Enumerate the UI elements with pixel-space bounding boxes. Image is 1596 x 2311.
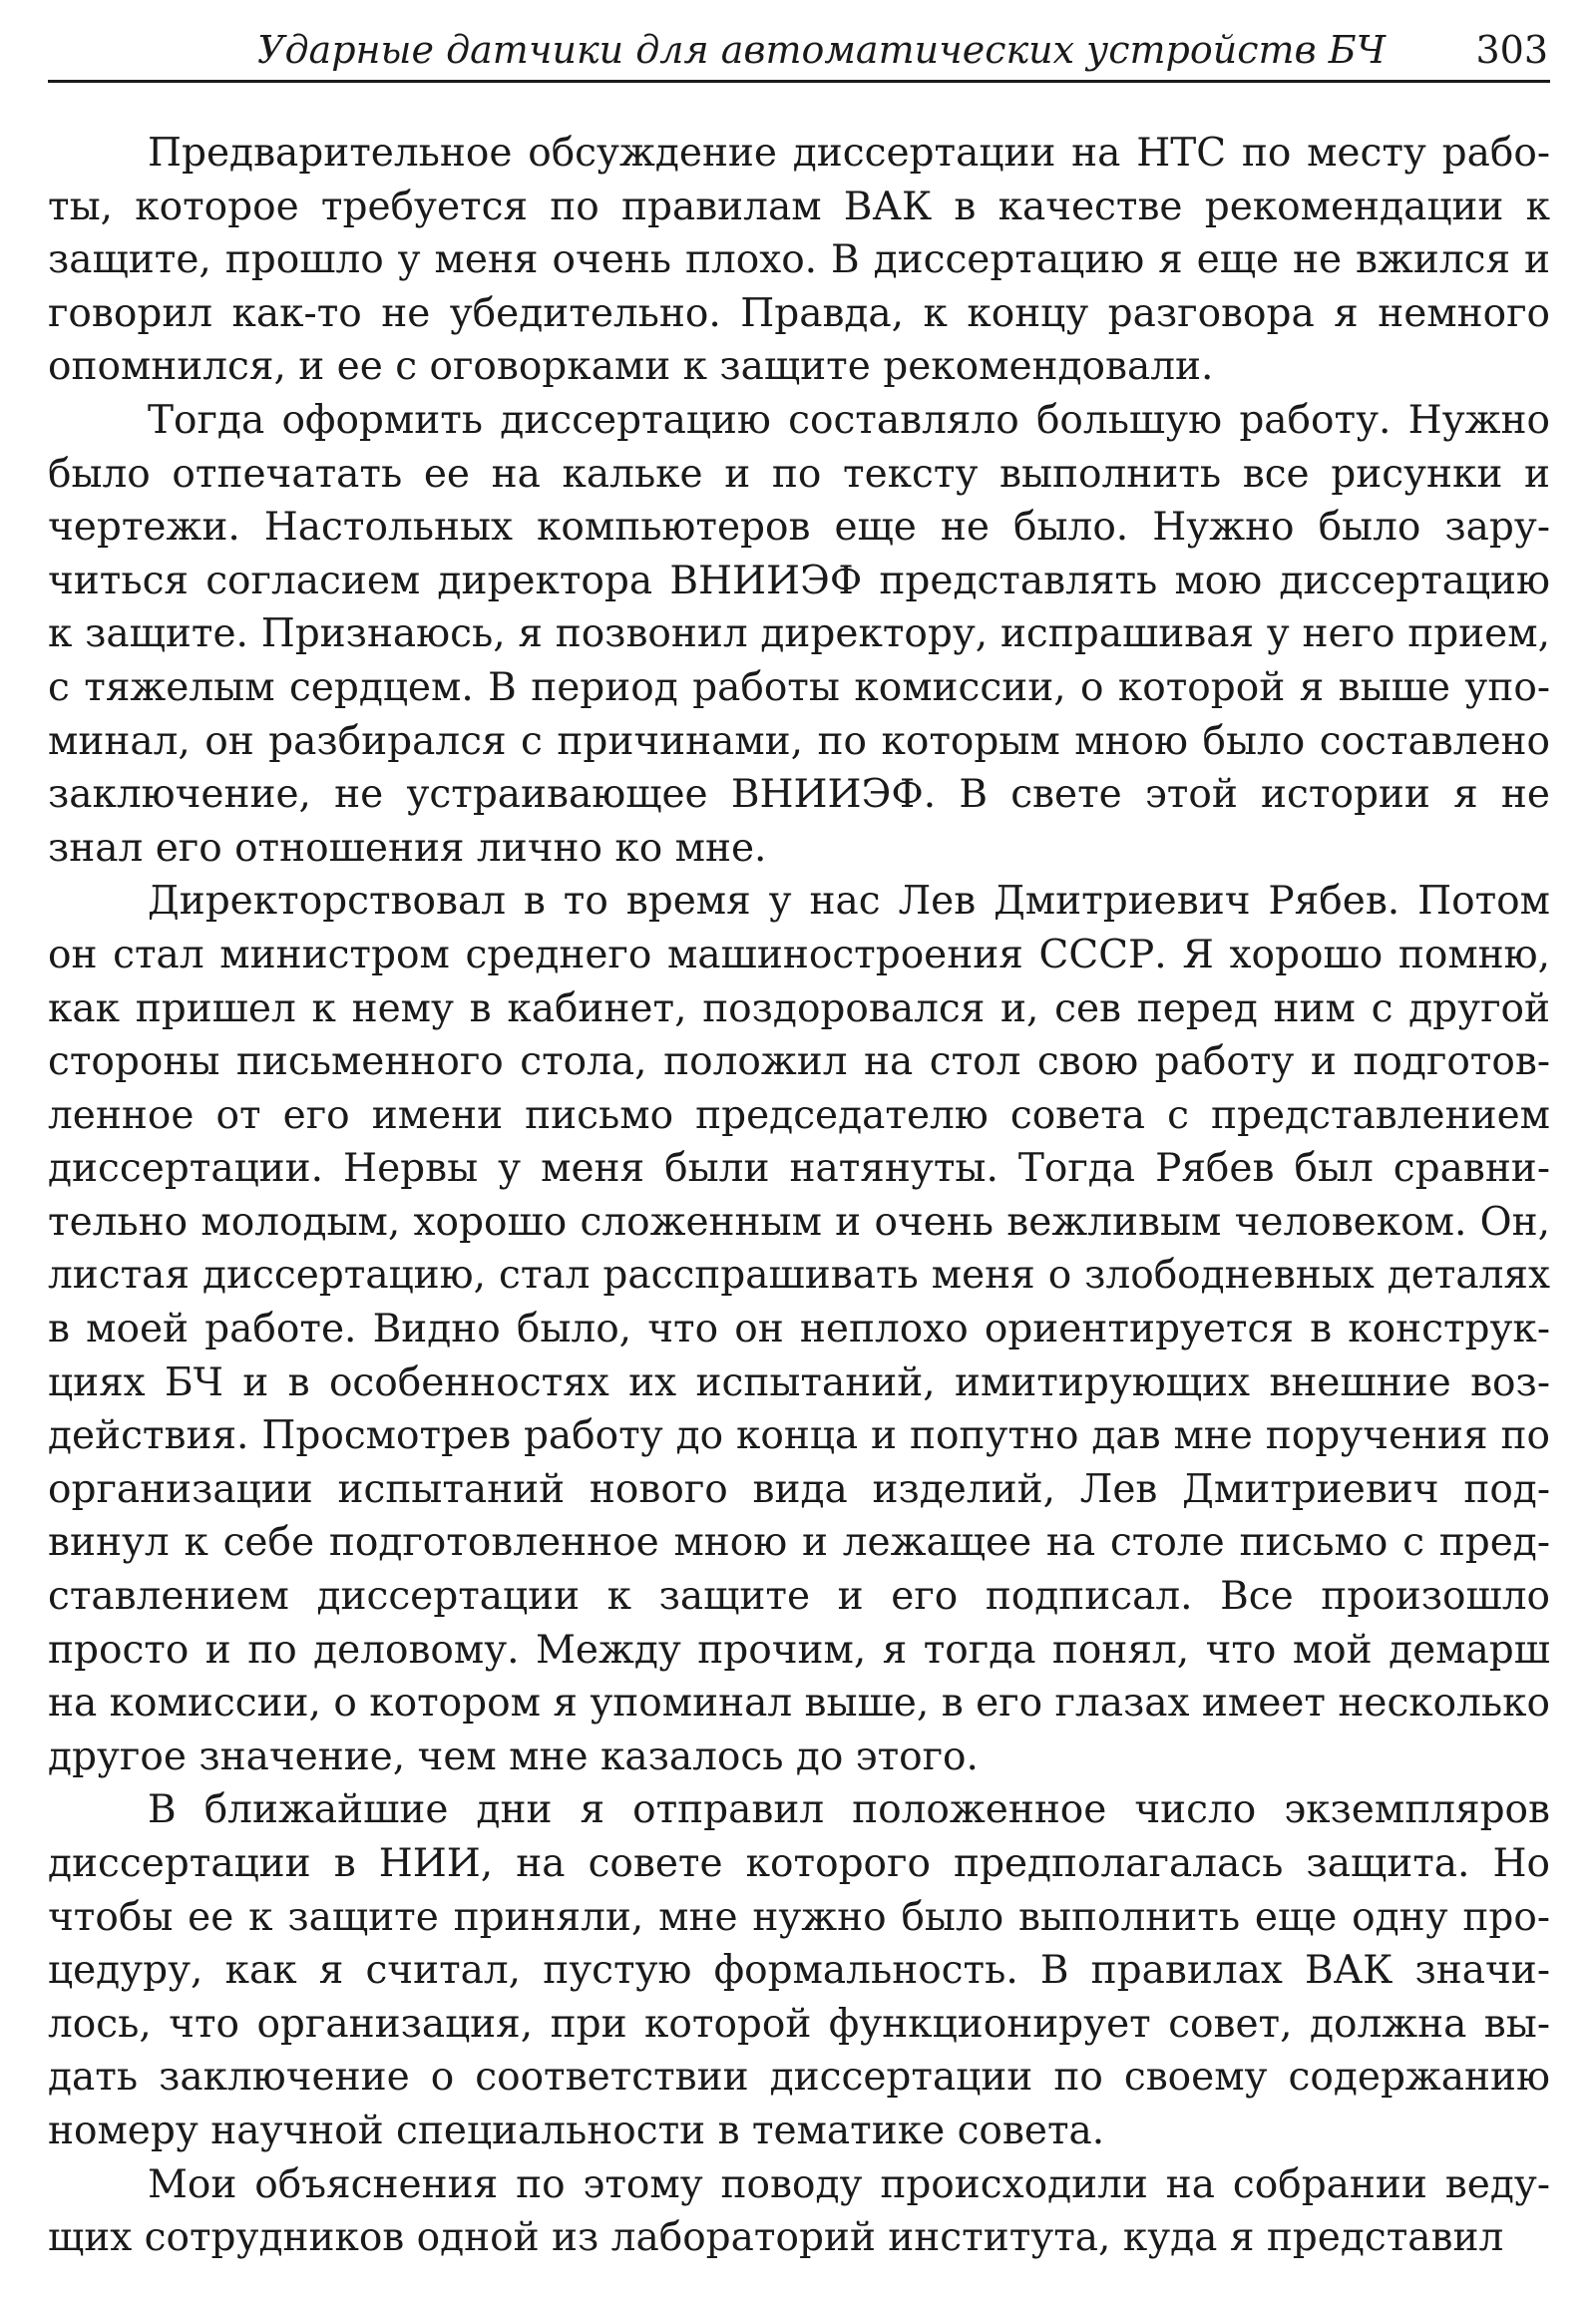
paragraph: В ближайшие дни я отправил положенное число экземпляров диссертации в НИИ, на совете которого предполагалась защита. Но чтобы ее к защите приняли, мне нужно было выполнить еще одну процедуру, как я считал, пустую формальность. В правилах ВАК значилось, что организация, при которой функционирует совет, должна выдать заключение о соответствии диссертации по своему содержанию номеру научной специальности в тематике совета. [48, 1787, 1550, 2153]
body-text [48, 127, 1550, 2265]
paragraph: Тогда оформить диссертацию составляло большую работу. Нужно было отпечатать ее на кальке и по тексту выполнить все рисунки и чертежи. Настольных компьютеров еще не было. Нужно было заручиться согласием директора ВНИИЭФ представлять мою диссертацию к защите. Признаюсь, я позвонил директору, испрашивая у него прием, с тяжелым сердцем. В период работы комиссии, о которой я выше упоминал, он разбирался с причинами, по которым мною было составлено заключение, не устраивающее ВНИИЭФ. В свете этой истории я не знал его отношения лично ко мне. [48, 397, 1550, 871]
paragraph: Мои объяснения по этому поводу происходили на собрании ведущих сотрудников одной из лабораторий института, куда я представил [48, 2161, 1550, 2261]
paragraph: Директорствовал в то время у нас Лев Дмитриевич Рябев. Потом он стал министром среднего машиностроения СССР. Я хорошо помню, как пришел к нему в кабинет, поздоровался и, сев перед ним с другой стороны письменного стола, положил на стол свою работу и подготовленное от его имени письмо председателю совета с представлением диссертации. Нервы у меня были натянуты. Тогда Рябев был сравнительно молодым, хорошо сложенным и очень вежливым человеком. Он, листая диссертацию, стал расспрашивать меня о злободневных деталях в моей работе. Видно было, что он неплохо ориентируется в конструкциях БЧ и в особенностях их испытаний, имитирующих внешние воздействия. Просмотрев работу до конца и попутно дав мне поручения по организации испытаний нового вида изделий, Лев Дмитриевич подвинул к себе подготовленное мною и лежащее на столе письмо с представлением диссертации к защите и его подписал. Все произошло просто и по деловому. Между прочим, я тогда понял, что мой демарш на комиссии, о котором я упоминал выше, в его глазах имеет несколько другое значение, чем мне казалось до этого. [48, 879, 1550, 1779]
page-number: 303 [1475, 28, 1548, 72]
running-title: Ударные датчики для автоматических устройств БЧ [257, 28, 1387, 72]
book-page [48, 24, 1550, 2298]
paragraph: Предварительное обсуждение диссертации на НТС по месту работы, которое требуется по правилам ВАК в качестве рекомендации к защите, прошло у меня очень плохо. В диссертацию я еще не вжился и говорил как-то не убедительно. Правда, к концу разговора я немного опомнился, и ее с оговорками к защите рекомендовали. [48, 131, 1550, 390]
running-header [48, 24, 1550, 83]
